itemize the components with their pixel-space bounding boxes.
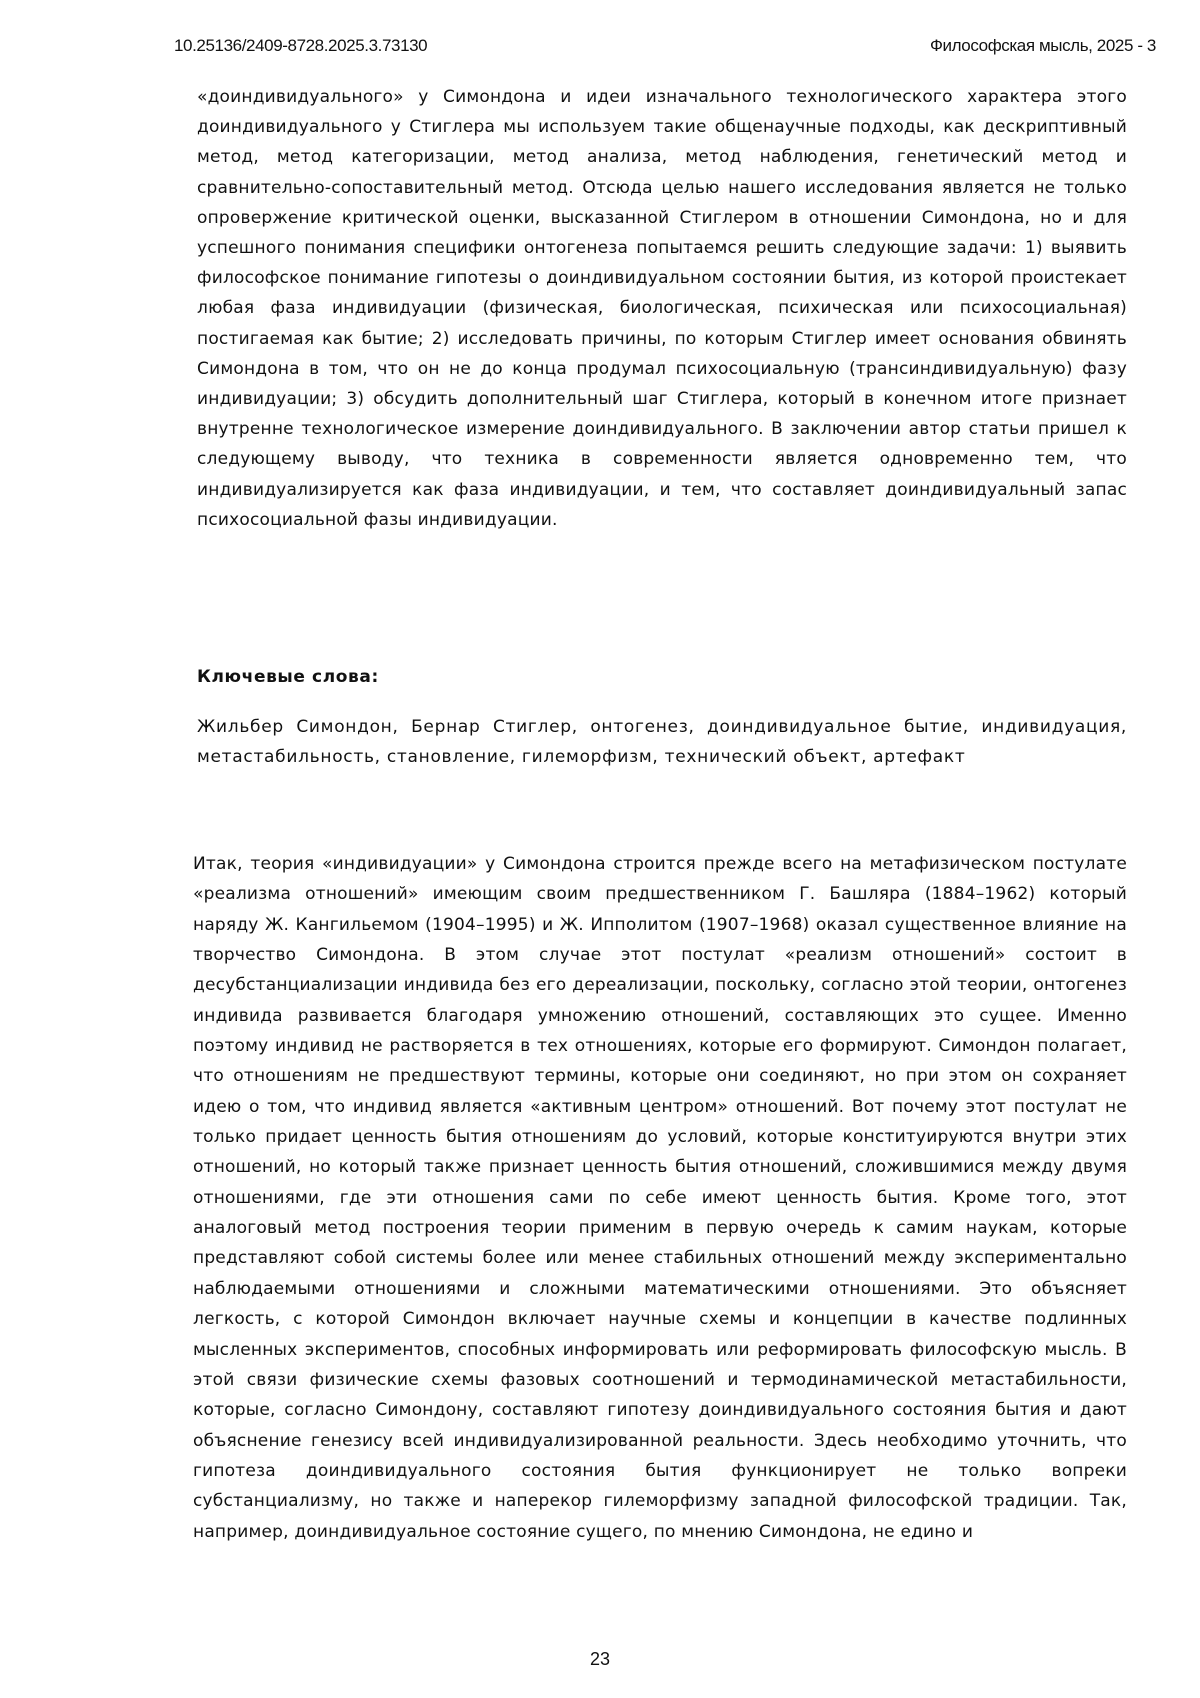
doi-header: 10.25136/2409-8728.2025.3.73130 <box>174 36 428 55</box>
article-body <box>193 849 1127 1547</box>
keywords-list: Жильбер Симондон, Бернар Стиглер, онтогенез, доиндивидуальное бытие, индивидуация, метастабильность, становление, гилеморфизм, технический объект, артефакт <box>197 717 1127 767</box>
journal-issue-header: Философская мысль, 2025 - 3 <box>929 36 1156 55</box>
keywords-heading: Ключевые слова: <box>197 667 379 687</box>
body-paragraph: Итак, теория «индивидуации» у Симондона строится прежде всего на метафизическом постулате «реализма отношений» имеющим своим предшественником Г. Башляра (1884–1962) который наряду Ж. Кангильемом (1904–1995) и Ж. Ипполитом (1907–1968) оказал существенное влияние на творчество Симондона. В этом случае этот постулат «реализм отношений» состоит в десубстанциализации индивида без его дереализации, поскольку, согласно этой теории, онтогенез индивида развивается благодаря умножению отношений, составляющих это сущее. Именно поэтому индивид не растворяется в тех отношениях, которые его формируют. Симондон полагает, что отношениям не предшествуют термины, которые они соединяют, но при этом он сохраняет идею о том, что индивид является «активным центром» отношений. Вот почему этот постулат не только придает ценность бытия отношениям до условий, которые конституируются внутри этих отношений, но который также признает ценность бытия отношений, сложившимися между двумя отношениями, где эти отношения сами по себе имеют ценность бытия. Кроме того, этот аналоговый метод построения теории применим в первую очередь к самим наукам, которые представляют собой системы более или менее стабильных отношений между экспериментально наблюдаемыми отношениями и сложными математическими отношениями. Это объясняет легкость, с которой Симондон включает научные схемы и концепции в качестве подлинных мысленных экспериментов, способных информировать или реформировать философскую мысль. В этой связи физические схемы фазовых соотношений и термодинамической метастабильности, которые, согласно Симондону, составляют гипотезу доиндивидуального состояния бытия и дают объяснение генезису всей индивидуализированной реальности. Здесь необходимо уточнить, что гипотеза доиндивидуального состояния бытия функционирует не только вопреки субстанциализму, но также и наперекор гилеморфизму западной философской традиции. Так, например, доиндивидуальное состояние сущего, по мнению Симондона, не едино и <box>193 854 1127 1542</box>
page-number: 23 <box>589 1649 611 1669</box>
abstract-section <box>197 82 1127 535</box>
abstract-paragraph: «доиндивидуального» у Симондона и идеи изначального технологического характера этого доиндивидуального у Стиглера мы используем такие общенаучные подходы, как дескриптивный метод, метод категоризации, метод анализа, метод наблюдения, генетический метод и сравнительно-сопоставительный метод. Отсюда целью нашего исследования является не только опровержение критической оценки, высказанной Стиглером в отношении Симондона, но и для успешного понимания специфики онтогенеза попытаемся решить следующие задачи: 1) выявить философское понимание гипотезы о доиндивидуальном состоянии бытия, из которой проистекает любая фаза индивидуации (физическая, биологическая, психическая или психосоциальная) постигаемая как бытие; 2) исследовать причины, по которым Стиглер имеет основания обвинять Симондона в том, что он не до конца продумал психосоциальную (трансиндивидуальную) фазу индивидуации; 3) обсудить дополнительный шаг Стиглера, который в конечном итоге признает внутренне технологическое измерение доиндивидуального. В заключении автор статьи пришел к следующему выводу, что техника в современности является одновременно тем, что индивидуализируется как фаза индивидуации, и тем, что составляет доиндивидуальный запас психосоциальной фазы индивидуации. <box>197 87 1127 530</box>
